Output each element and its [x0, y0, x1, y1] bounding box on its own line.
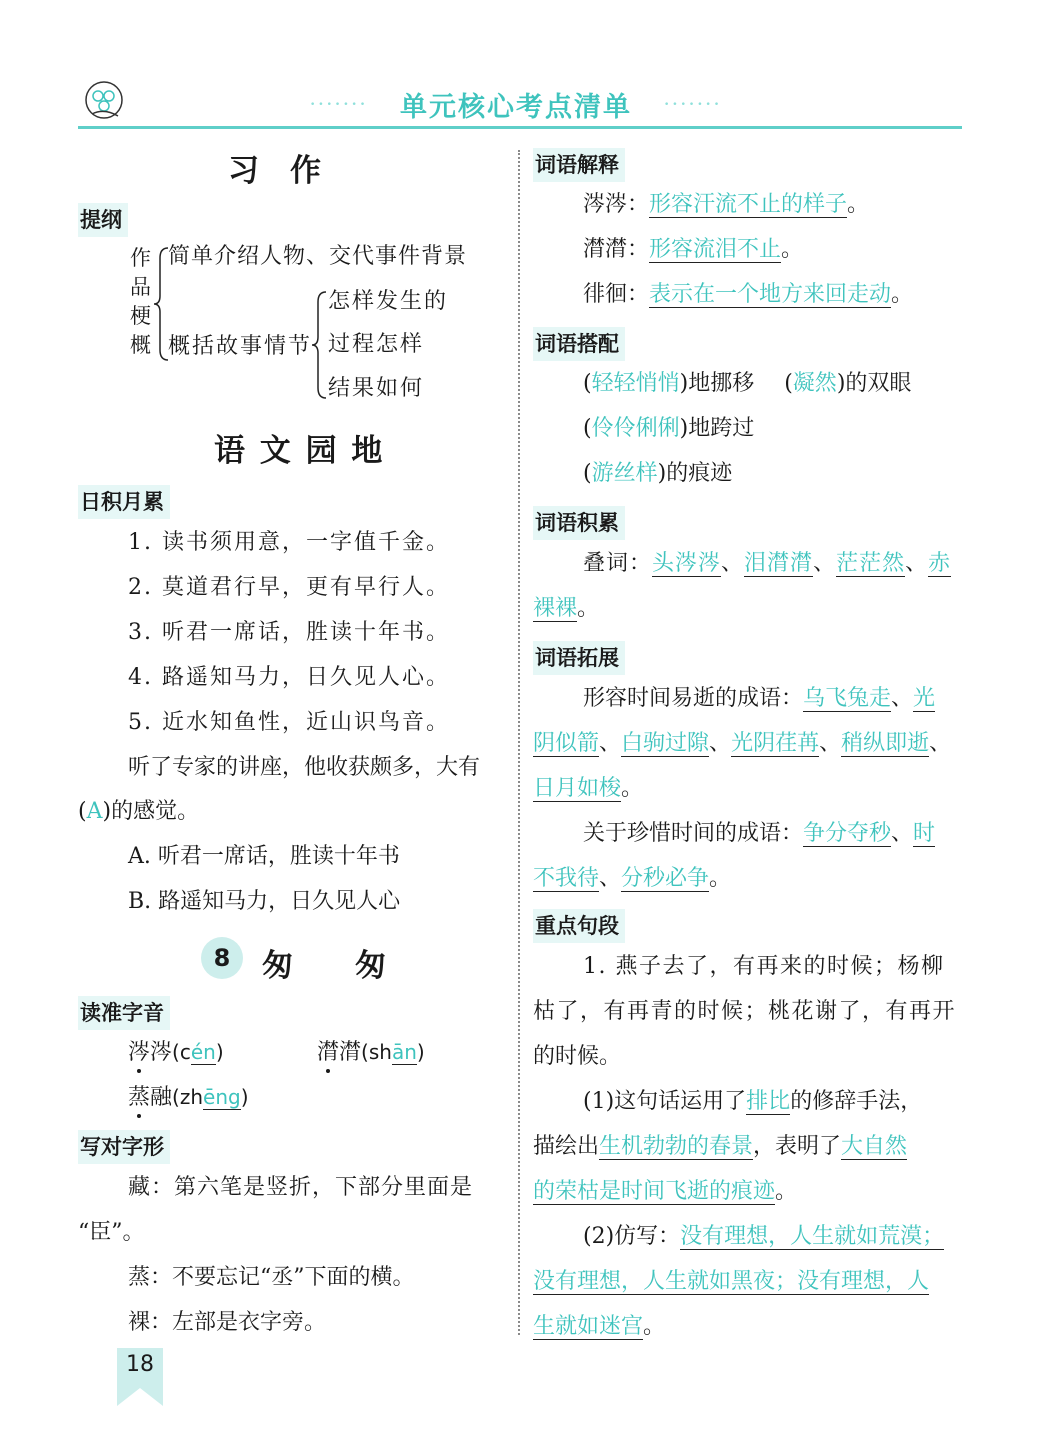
saying-5: 5. 近水知鱼性，近山识鸟音。 [128, 710, 450, 735]
tuozhan-1: 形容时间易逝的成语：乌飞兔走、光 [583, 686, 936, 711]
label-zhongdianjuduan: 重点句段 [533, 909, 625, 943]
page-number: 18 [126, 1352, 154, 1377]
option-b: B. 路遥知马力，日久见人心 [128, 889, 401, 914]
jilei-2: 裸裸。 [533, 596, 600, 621]
outline-item-2: 概括故事情节 [168, 334, 313, 359]
jieshi-1: 涔涔：形容汗流不止的样子。 [583, 192, 870, 217]
dapei-1: (轻轻悄悄)地挪移 (凝然)的双眼 [583, 371, 912, 396]
column-divider [518, 150, 520, 1335]
jieshi-2: 潸潸：形容流泪不止。 [583, 237, 804, 262]
header-dots-right: ••••••• [664, 100, 723, 110]
question-1: (1)这句话运用了排比的修辞手法， [583, 1089, 923, 1114]
header-dots-left: ••••••• [310, 100, 369, 110]
label-tigang: 提纲 [78, 203, 128, 237]
pinyin-zheng: 蒸融(zhēng) [128, 1085, 249, 1110]
brace-inner [310, 290, 330, 400]
juduan-3: 的时候。 [533, 1044, 622, 1069]
dapei-3: (游丝样)的痕迹 [583, 461, 733, 486]
option-a: A. 听君一席话，胜读十年书 [128, 844, 400, 869]
saying-1: 1. 读书须用意，一字值千金。 [128, 530, 450, 555]
zixing-1a: 藏：第六笔是竖折，下部分里面是 [128, 1175, 474, 1200]
section-title-yuwen: 语 文 园 地 [214, 433, 385, 469]
label-ciyujieshi: 词语解释 [533, 148, 625, 182]
outline-item-1: 简单介绍人物、交代事件背景 [168, 244, 468, 269]
tuozhan-3: 日月如梭。 [533, 776, 644, 801]
juduan-1: 1. 燕子去了，有再来的时候；杨柳 [583, 954, 945, 979]
label-ciyudapei: 词语搭配 [533, 327, 625, 361]
label-rijiyuelei: 日积月累 [78, 485, 170, 519]
label-xieduizixing: 写对字形 [78, 1130, 170, 1164]
flower-logo-icon [82, 78, 126, 122]
section-title-xizuo: 习 作 [228, 153, 321, 189]
outline-sub-3: 结果如何 [328, 376, 425, 401]
pinyin-shan: 潸潸(shān) [317, 1040, 425, 1065]
question-1-answer-a: 描绘出生机勃勃的春景，表明了大自然 [533, 1134, 908, 1159]
label-ciyutuozhan: 词语拓展 [533, 641, 625, 675]
zixing-3: 裸：左部是衣字旁。 [128, 1310, 327, 1335]
question-1-answer-b: 的荣枯是时间飞逝的痕迹。 [533, 1179, 798, 1204]
lesson-title: 匆 匆 [262, 948, 386, 984]
saying-4: 4. 路遥知马力，日久见人心。 [128, 665, 450, 690]
header-rule [78, 126, 962, 129]
question-2-answer-a: 没有理想，人生就如黑夜；没有理想，人 [533, 1269, 930, 1294]
tuozhan-5: 不我待、分秒必争。 [533, 866, 732, 891]
label-ciyujilei: 词语积累 [533, 506, 625, 540]
answer-choice: A [86, 799, 103, 824]
tuozhan-2: 阴似箭、白驹过隙、光阴荏苒、稍纵即逝、 [533, 731, 952, 756]
juduan-2: 枯了，有再青的时候；桃花谢了，有再开 [533, 999, 957, 1024]
dapei-2: (伶伶俐俐)地跨过 [583, 416, 755, 441]
outline-sub-1: 怎样发生的 [328, 289, 449, 314]
label-duzhunziyin: 读准字音 [78, 996, 170, 1030]
zixing-1b: “臣”。 [78, 1220, 145, 1245]
saying-2: 2. 莫道君行早，更有早行人。 [128, 575, 450, 600]
jieshi-3: 徘徊：表示在一个地方来回走动。 [583, 282, 914, 307]
tuozhan-4: 关于珍惜时间的成语：争分夺秒、时 [583, 821, 936, 846]
outline-vertical-label: 作 品 梗 概 [130, 246, 151, 357]
question-line-1: 听了专家的讲座，他收获颇多，大有 [128, 755, 481, 780]
outline-sub-2: 过程怎样 [328, 332, 425, 357]
question-2-answer-b: 生就如迷宫。 [533, 1314, 666, 1339]
question-2: (2)仿写：没有理想，人生就如荒漠； [583, 1224, 945, 1249]
jilei-1: 叠词：头涔涔、泪潸潸、茫茫然、赤 [583, 551, 952, 576]
zixing-2: 蒸：不要忘记“丞”下面的横。 [128, 1265, 415, 1290]
header-title: 单元核心考点清单 [400, 92, 632, 123]
lesson-number-badge: 8 [201, 937, 243, 979]
saying-3: 3. 听君一席话，胜读十年书。 [128, 620, 450, 645]
pinyin-cen: 涔涔(cén) [128, 1040, 224, 1065]
question-line-2: (A)的感觉。 [78, 799, 200, 824]
